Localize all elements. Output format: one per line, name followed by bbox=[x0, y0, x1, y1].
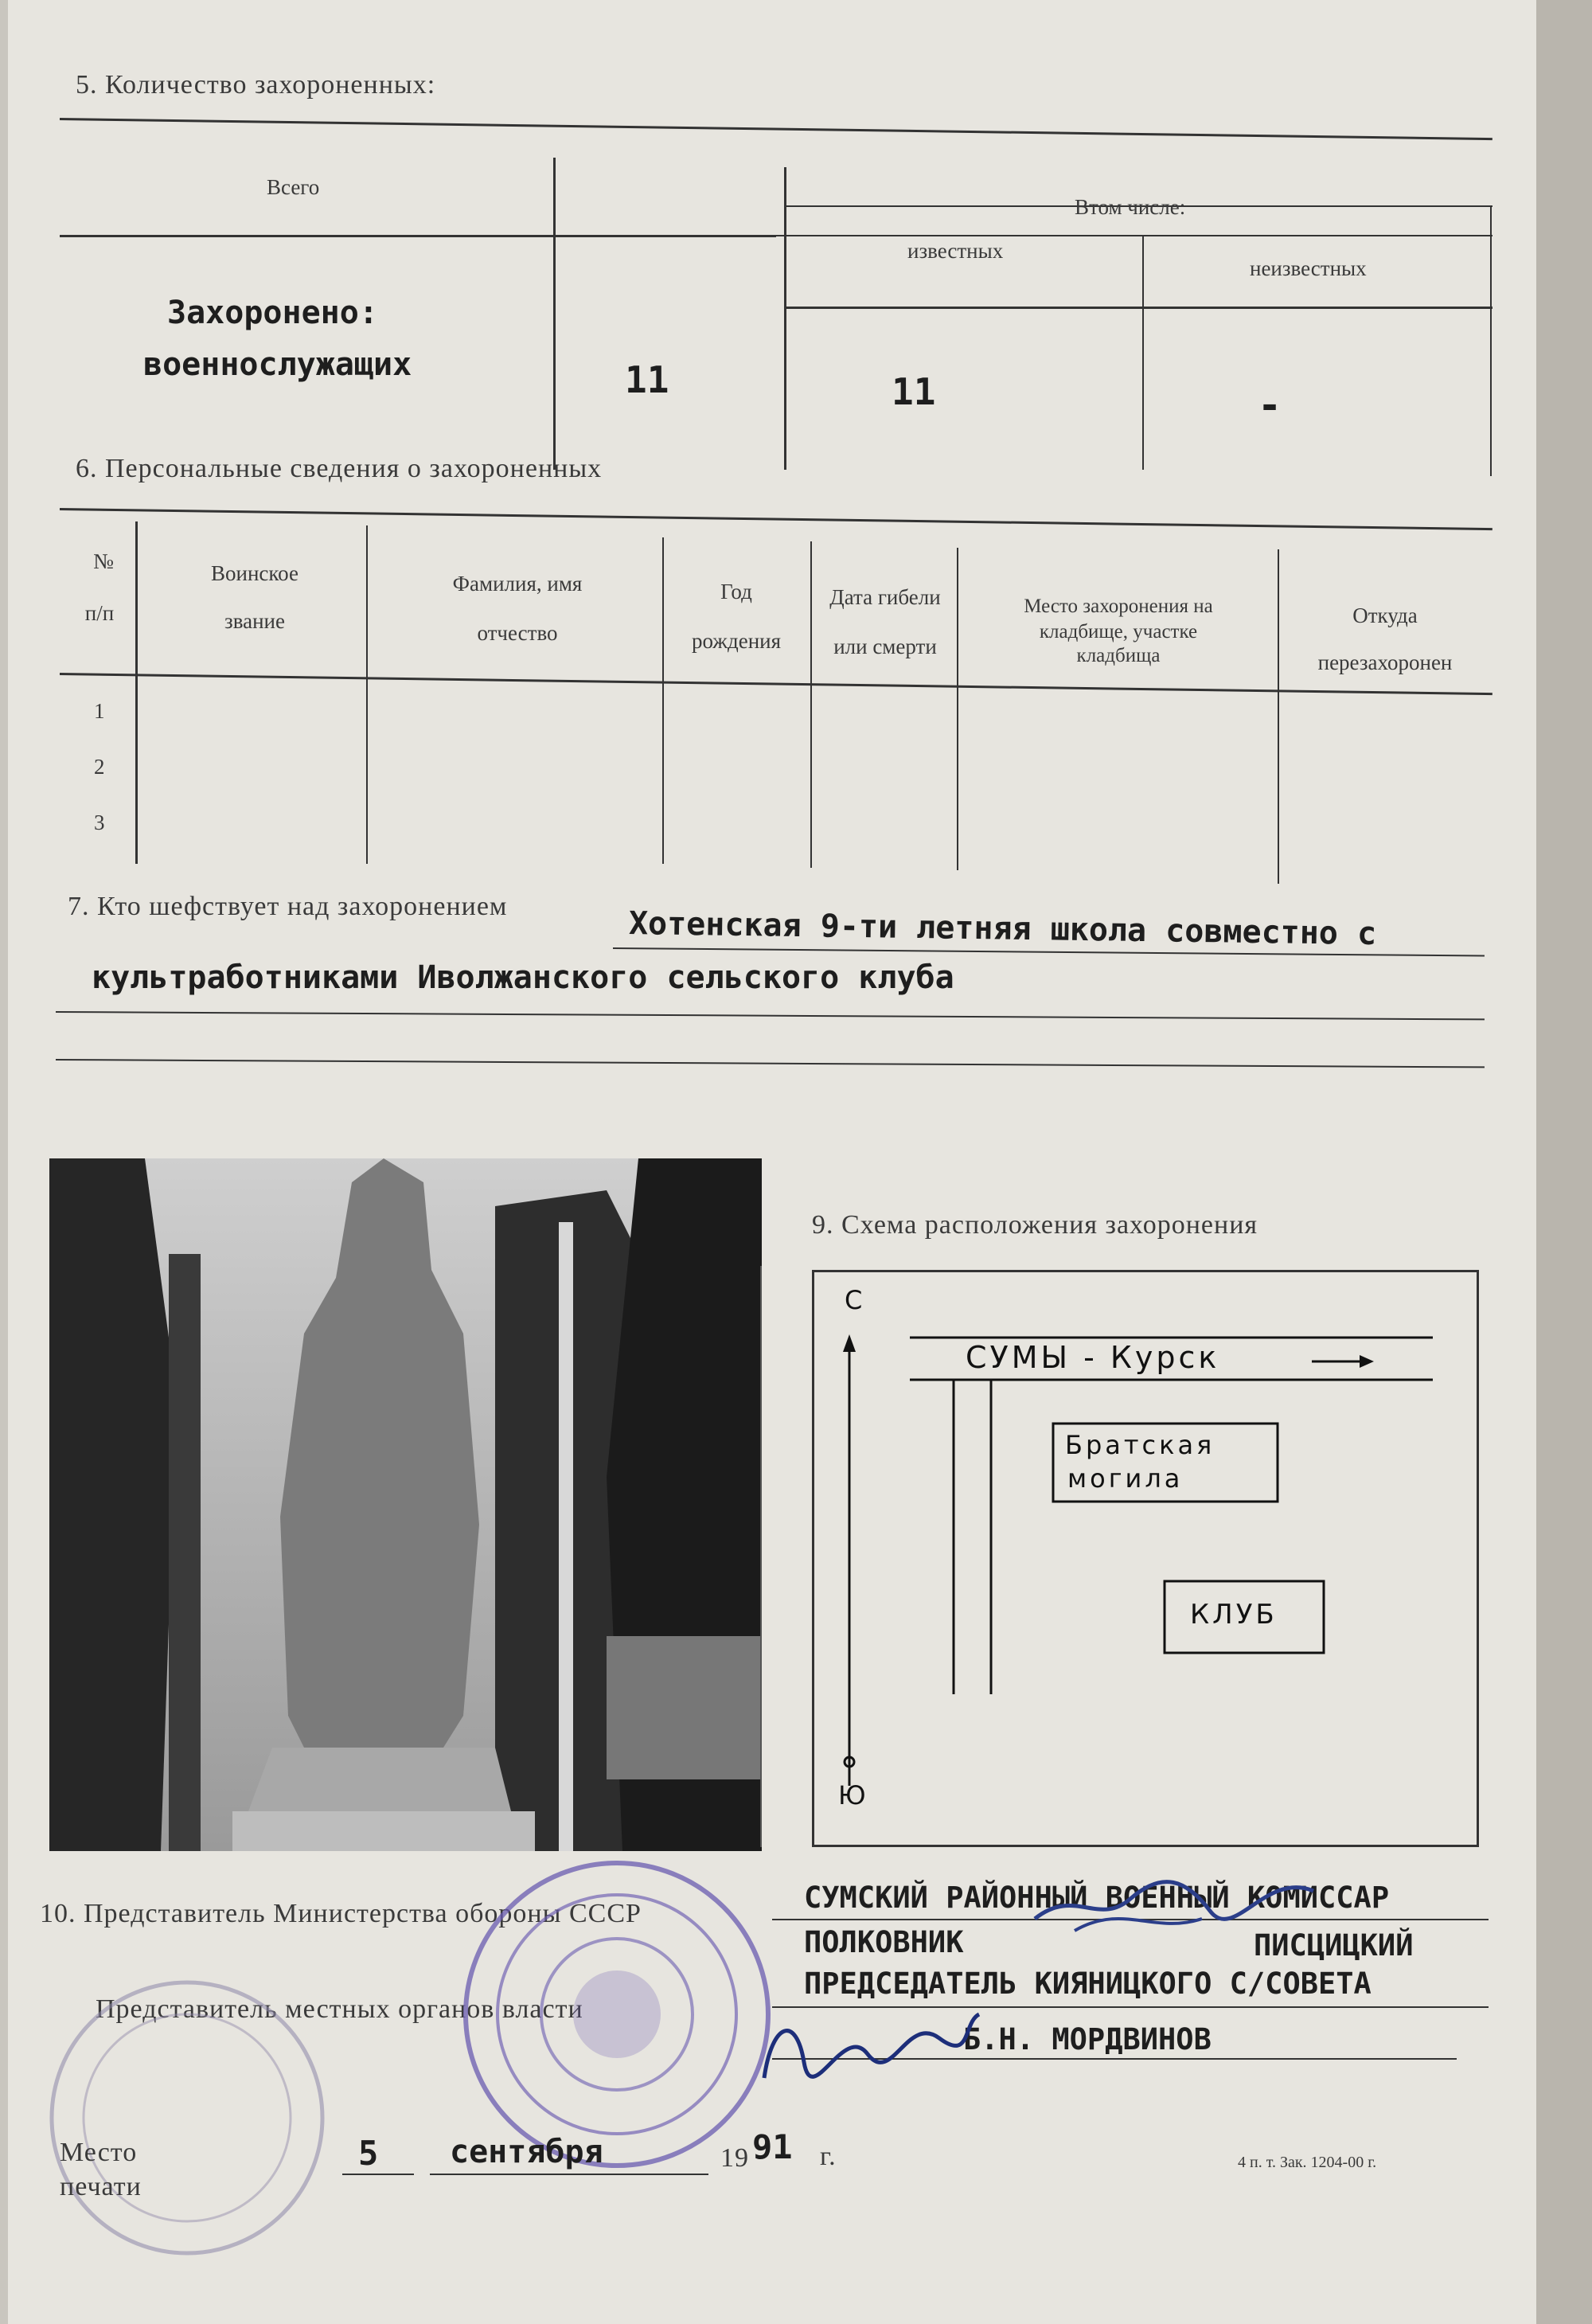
section-5-title: 5. Количество захороненных: bbox=[76, 70, 436, 100]
row-number-3: 3 bbox=[94, 810, 105, 834]
row-number-2: 2 bbox=[94, 755, 105, 779]
date-year: 91 bbox=[752, 2127, 793, 2166]
mod-rep-value: СУМСКИЙ РАЙОННЫЙ ВОЕННЫЙ КОМИССАР bbox=[804, 1881, 1390, 1915]
date-year-prefix: 19 bbox=[720, 2143, 749, 2173]
col-unknown-header: неизвестных bbox=[1250, 256, 1367, 280]
section-6-title: 6. Персональные сведения о захороненных bbox=[76, 454, 603, 483]
military-commissariat-stamp bbox=[450, 1847, 784, 2181]
hdr-from-2: перезахоронен bbox=[1317, 650, 1453, 674]
hdr-from-1: Откуда bbox=[1352, 603, 1418, 627]
row-label-servicemen: военнослужащих bbox=[143, 346, 412, 383]
mod-rep-rank: ПОЛКОВНИК bbox=[804, 1925, 964, 1959]
col-including-header: Втом числе: bbox=[1075, 195, 1186, 219]
section-7-label: 7. Кто шефствует над захоронением bbox=[68, 892, 508, 921]
known-value: 11 bbox=[892, 370, 936, 413]
hdr-num-2: п/п bbox=[84, 601, 115, 625]
hdr-birth-1: Год bbox=[720, 580, 752, 603]
hdr-death-1: Дата гибели bbox=[829, 585, 941, 609]
row-number-1: 1 bbox=[94, 699, 105, 723]
date-year-suffix: г. bbox=[820, 2142, 837, 2171]
mod-signature bbox=[1027, 1855, 1329, 1951]
row-label-buried: Захоронено: bbox=[167, 295, 378, 331]
hdr-rank-1: Воинское bbox=[211, 561, 298, 585]
location-scheme bbox=[812, 1270, 1479, 1847]
place-label-2: печати bbox=[60, 2172, 142, 2201]
south-label: Ю bbox=[838, 1780, 869, 1810]
patron-line-2: культработниками Иволжанского сельского клуба bbox=[92, 959, 954, 996]
club-label: КЛУБ bbox=[1190, 1599, 1278, 1631]
date-day: 5 bbox=[358, 2134, 379, 2173]
unknown-value: - bbox=[1258, 382, 1282, 428]
grave-label-1: Братская bbox=[1065, 1430, 1215, 1460]
local-rep-label: Представитель местных органов власти bbox=[96, 1994, 583, 2024]
mod-rep-label: 10. Представитель Министерства обороны СССР bbox=[40, 1899, 642, 1928]
document-page bbox=[8, 0, 1544, 2324]
date-month: сентября bbox=[450, 2134, 603, 2170]
total-value: 11 bbox=[625, 358, 669, 401]
place-label-1: Место bbox=[60, 2138, 138, 2167]
local-signature bbox=[748, 1990, 987, 2094]
local-rep-value: ПРЕДСЕДАТЕЛЬ КИЯНИЦКОГО С/СОВЕТА bbox=[804, 1967, 1372, 2001]
col-known-header: известных bbox=[907, 239, 1004, 263]
page-edge bbox=[1536, 0, 1592, 2324]
hdr-name-2: отчество bbox=[477, 621, 558, 645]
section-9-title: 9. Схема расположения захоронения bbox=[812, 1210, 1258, 1240]
grave-label-2: могила bbox=[1067, 1463, 1184, 1494]
memorial-photo bbox=[49, 1158, 762, 1851]
patron-line-1: Хотенская 9-ти летняя школа совместно с bbox=[628, 905, 1377, 953]
statue-photo-image bbox=[49, 1158, 762, 1851]
col-total-header: Всего bbox=[267, 175, 320, 199]
faded-seal-stamp bbox=[36, 1967, 338, 2269]
north-label: С bbox=[845, 1285, 866, 1315]
hdr-place-1: Место захоронения на bbox=[1024, 596, 1213, 617]
hdr-place-2: кладбище, участке bbox=[1039, 621, 1198, 643]
road-label: СУМЫ - Курск bbox=[966, 1340, 1220, 1375]
hdr-birth-2: рождения bbox=[691, 629, 782, 653]
hdr-death-2: или смерти bbox=[833, 635, 937, 658]
local-rep-name: Б.Н. МОРДВИНОВ bbox=[963, 2022, 1212, 2056]
hdr-rank-2: звание bbox=[224, 609, 285, 633]
mod-rep-name: ПИСЦИЦКИЙ bbox=[1254, 1928, 1414, 1963]
print-code: 4 п. т. Зак. 1204-00 г. bbox=[1238, 2154, 1377, 2171]
hdr-place-3: кладбища bbox=[1076, 645, 1161, 666]
hdr-name-1: Фамилия, имя bbox=[452, 572, 583, 596]
hdr-num-1: № bbox=[93, 549, 114, 573]
